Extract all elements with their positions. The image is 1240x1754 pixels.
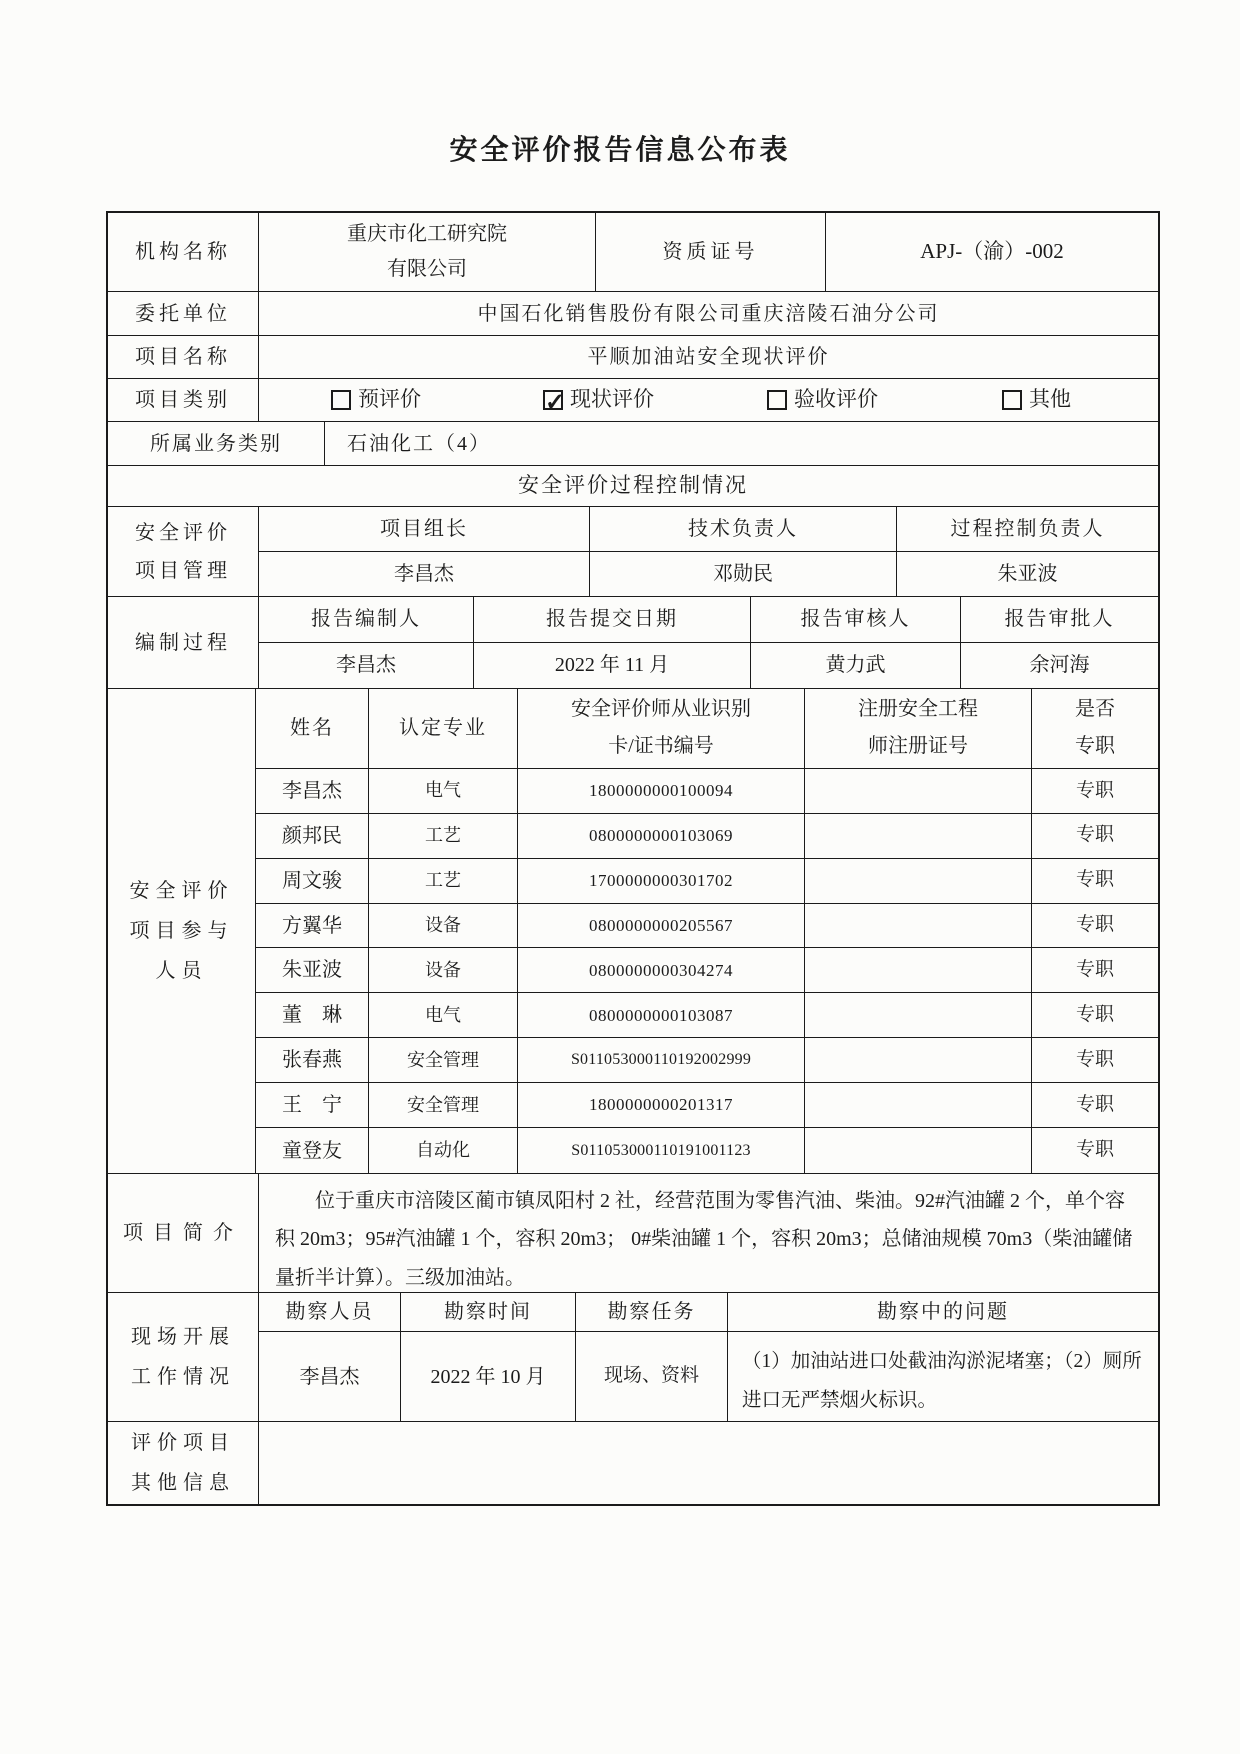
process-control-header-row (108, 466, 1158, 507)
site-work-value-row (259, 1332, 1158, 1421)
report-approver-header: 报告审批人 (1004, 608, 1115, 631)
participant-reg (805, 1038, 1032, 1082)
process-control-director-header: 过程控制负责人 (950, 517, 1105, 540)
participant-cert: 0800000000205567 (518, 904, 805, 948)
project-type-options (259, 379, 1158, 421)
management-block (108, 507, 1158, 597)
survey-problems-value: （1）加油站进口处截油沟淤泥堵塞；（2）厕所进口无严禁烟火标识。 (742, 1351, 1142, 1411)
process-control-header: 安全评价过程控制情况 (518, 473, 748, 498)
participant-cert: S011053000110191001123 (518, 1128, 805, 1173)
participant-reg (805, 769, 1032, 813)
report-reviewer-header: 报告审核人 (751, 597, 961, 642)
report-date-value: 2022 年 11 月 (474, 643, 751, 689)
participant-row (256, 859, 1158, 904)
project-leader-value: 李昌杰 (259, 552, 590, 597)
project-intro-row (108, 1174, 1158, 1293)
project-name-row (108, 336, 1158, 379)
report-reviewer-value: 黄力武 (751, 643, 961, 689)
cert-number-header: 安全评价师从业识别 卡/证书编号 (518, 689, 805, 768)
participant-cert: 0800000000304274 (518, 948, 805, 992)
participants-block (108, 689, 1158, 1174)
org-name-line1: 重庆市化工研究院 (347, 223, 507, 245)
qualification-value: APJ-（渝）-002 (920, 239, 1064, 264)
checkbox-checked-icon (543, 390, 563, 410)
report-date-header: 报告提交日期 (474, 597, 751, 642)
client-label: 委托单位 (108, 292, 259, 335)
participant-specialty: 工艺 (369, 814, 518, 858)
participant-cert: S011053000110192002999 (518, 1038, 805, 1082)
acceptance-label: 验收评价 (794, 387, 878, 412)
checkbox-unchecked-icon (1002, 390, 1022, 410)
participant-name: 方翼华 (256, 904, 369, 948)
process-control-director-value: 朱亚波 (997, 562, 1058, 585)
survey-problems-header: 勘察中的问题 (877, 1301, 1009, 1323)
qualification-label: 资质证号 (596, 213, 826, 291)
participant-specialty: 设备 (369, 948, 518, 992)
participant-row (256, 1038, 1158, 1083)
org-row (108, 213, 1158, 292)
report-author-header: 报告编制人 (259, 597, 474, 642)
report-author-value: 李昌杰 (259, 643, 474, 689)
management-label: 安全评价 项目管理 (108, 507, 259, 596)
project-type-label: 项目类别 (108, 379, 259, 421)
participant-reg (805, 859, 1032, 903)
specialty-header: 认定专业 (369, 689, 518, 768)
survey-personnel-value: 李昌杰 (259, 1332, 401, 1421)
participant-row (256, 904, 1158, 949)
participant-cert: 0800000000103087 (518, 993, 805, 1037)
site-work-label: 现场开展 工作情况 (108, 1293, 259, 1421)
participant-name: 董 琳 (256, 993, 369, 1037)
participant-fulltime: 专职 (1075, 869, 1114, 891)
client-value: 中国石化销售股份有限公司重庆涪陵石油分公司 (477, 302, 940, 325)
other-info-row (108, 1422, 1158, 1504)
client-row (108, 292, 1158, 336)
page-title: 安全评价报告信息公布表 (449, 134, 791, 165)
business-category-value: 石油化工（4） (347, 432, 491, 455)
participant-row (256, 1128, 1158, 1173)
participant-row (256, 993, 1158, 1038)
participant-fulltime: 专职 (1075, 1004, 1114, 1026)
checkbox-unchecked-icon (767, 390, 787, 410)
other-info-value (259, 1422, 1158, 1504)
project-intro-value: 位于重庆市涪陵区蔺市镇凤阳村 2 社，经营范围为零售汽油、柴油。92#汽油罐 2 个，单个容积 20m3；95#汽油罐 1 个，容积 20m3； 0#柴油罐 1 个，容积 20m3；总储油规模 70m3（柴油罐储量折半计算）。三级加油站。 (275, 1190, 1133, 1289)
management-header-row (259, 507, 1158, 552)
survey-task-header: 勘察任务 (576, 1293, 728, 1331)
participant-specialty: 工艺 (369, 859, 518, 903)
report-approver-value: 余河海 (1029, 654, 1090, 677)
project-type-row (108, 379, 1158, 422)
participant-specialty: 电气 (369, 769, 518, 813)
site-work-block (108, 1293, 1158, 1422)
participant-fulltime: 专职 (1075, 824, 1114, 846)
participant-specialty: 安全管理 (369, 1038, 518, 1082)
business-category-row (108, 422, 1158, 466)
participant-reg (805, 904, 1032, 948)
compilation-value-row (259, 643, 1158, 689)
participant-reg (805, 1083, 1032, 1127)
current-status-label: 现状评价 (570, 387, 654, 412)
other-label: 其他 (1029, 387, 1071, 412)
pre-evaluation-option (331, 384, 421, 416)
org-name-value (259, 213, 596, 291)
management-value-row (259, 552, 1158, 597)
participant-specialty: 安全管理 (369, 1083, 518, 1127)
participant-cert: 0800000000103069 (518, 814, 805, 858)
survey-task-value: 现场、资料 (576, 1332, 728, 1421)
checkbox-unchecked-icon (331, 390, 351, 410)
participant-name: 颜邦民 (256, 814, 369, 858)
participant-row (256, 1083, 1158, 1128)
fulltime-header: 是否 专职 (1075, 698, 1115, 758)
participant-cert: 1700000000301702 (518, 859, 805, 903)
project-intro-label: 项目简介 (108, 1174, 259, 1292)
info-table (106, 211, 1160, 1506)
participant-cert: 1800000000201317 (518, 1083, 805, 1127)
business-category-label: 所属业务类别 (108, 422, 325, 465)
compilation-header-row (259, 597, 1158, 643)
project-name-label: 项目名称 (108, 336, 259, 378)
acceptance-option (767, 384, 878, 416)
survey-personnel-header: 勘察人员 (259, 1293, 401, 1331)
participant-name: 张春燕 (256, 1038, 369, 1082)
participant-fulltime: 专职 (1075, 779, 1114, 801)
org-name-label: 机构名称 (108, 213, 259, 291)
participant-name: 童登友 (256, 1128, 369, 1173)
site-work-header-row (259, 1293, 1158, 1332)
participant-fulltime: 专职 (1075, 959, 1114, 981)
other-info-label: 评价项目 其他信息 (108, 1422, 259, 1504)
participant-reg (805, 1128, 1032, 1173)
participant-reg (805, 948, 1032, 992)
other-option (1002, 384, 1071, 416)
participant-reg (805, 814, 1032, 858)
survey-time-header: 勘察时间 (401, 1293, 576, 1331)
participant-cert: 1800000000100094 (518, 769, 805, 813)
participant-row (256, 948, 1158, 993)
participant-fulltime: 专职 (1075, 914, 1114, 936)
project-name-value: 平顺加油站安全现状评价 (587, 346, 830, 368)
org-name-line2: 有限公司 (387, 258, 467, 280)
participant-name: 朱亚波 (256, 948, 369, 992)
current-status-option (543, 384, 654, 416)
participant-name: 周文骏 (256, 859, 369, 903)
participants-label: 安全评价 项目参与 人员 (108, 689, 256, 1173)
tech-director-header: 技术负责人 (590, 507, 897, 551)
compilation-block (108, 597, 1158, 689)
compilation-label: 编制过程 (108, 597, 259, 688)
participant-name: 王 宁 (256, 1083, 369, 1127)
participant-fulltime: 专职 (1075, 1139, 1114, 1161)
participant-specialty: 自动化 (369, 1128, 518, 1173)
participant-name: 李昌杰 (256, 769, 369, 813)
participant-specialty: 设备 (369, 904, 518, 948)
participant-reg (805, 993, 1032, 1037)
project-leader-header: 项目组长 (259, 507, 590, 551)
name-header: 姓名 (256, 689, 369, 768)
participant-fulltime: 专职 (1075, 1048, 1114, 1070)
participant-row (256, 814, 1158, 859)
registered-engineer-header: 注册安全工程 师注册证号 (805, 689, 1032, 768)
survey-time-value: 2022 年 10 月 (401, 1332, 576, 1421)
participants-header-row (256, 689, 1158, 769)
pre-evaluation-label: 预评价 (358, 387, 421, 412)
participant-specialty: 电气 (369, 993, 518, 1037)
participant-fulltime: 专职 (1075, 1093, 1114, 1115)
tech-director-value: 邓勋民 (590, 552, 897, 597)
participant-row (256, 769, 1158, 814)
